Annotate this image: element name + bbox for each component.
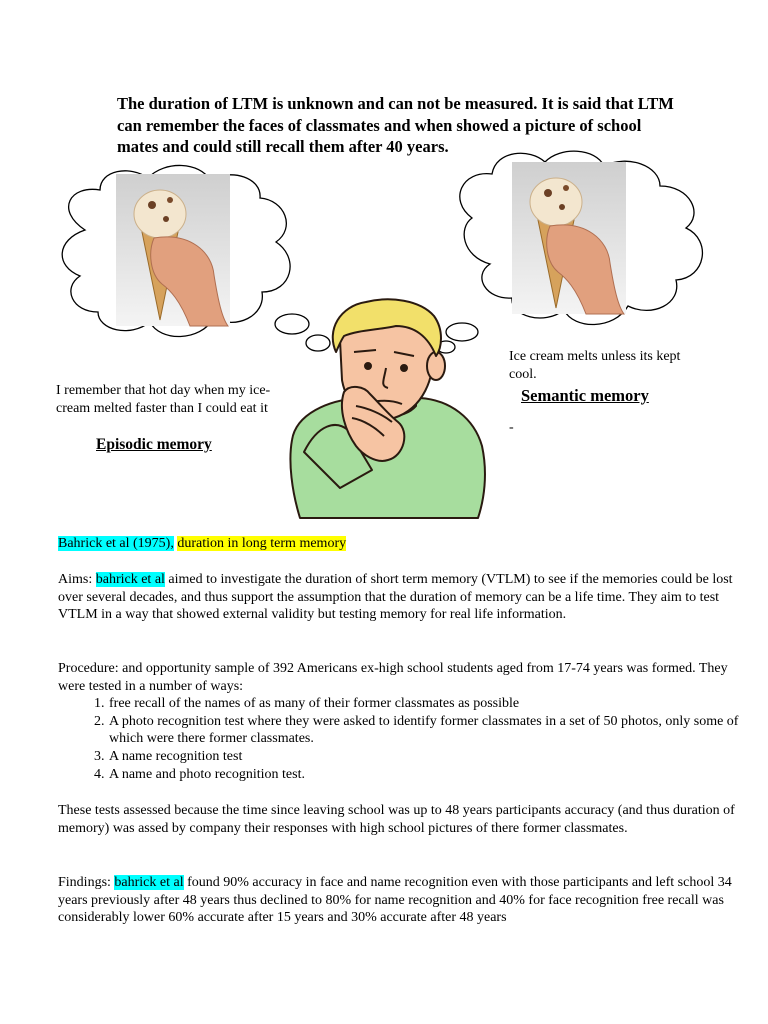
aims-paragraph xyxy=(58,571,748,624)
procedure-steps-list xyxy=(58,695,748,783)
ice-cream-photo-right xyxy=(512,162,626,314)
procedure-step: 1. free recall of the names of as many of their former classmates as possible xyxy=(108,695,748,713)
semantic-caption: Ice cream melts unless its kept cool. xyxy=(509,349,681,382)
procedure-step: 3. A name recognition test xyxy=(108,748,748,766)
procedure-paragraph xyxy=(58,660,748,783)
dash-mark: - xyxy=(509,420,514,435)
tests-paragraph: These tests assessed because the time since leaving school was up to 48 years participants accuracy (and thus duration of memory) was assed by company their responses with high school pictures of there former classmates. xyxy=(58,803,735,836)
procedure-step: 4. A name and photo recognition test. xyxy=(108,766,748,784)
aims-text: aimed to investigate the duration of short term memory (VTLM) to see if the memories could be lost over several decades, and thus support the assumption that the duration of memory can be a life time. They aim to test VTLM in a way that showed external validity but testing memory for real life information. xyxy=(58,572,733,623)
episodic-caption: I remember that hot day when my ice-cream melted faster than I could eat it xyxy=(56,383,271,416)
study-title xyxy=(58,535,748,553)
episodic-memory-title: Episodic memory xyxy=(96,436,212,453)
procedure-intro: Procedure: and opportunity sample of 392 Americans ex-high school students aged from 17-74 years was formed. They were tested in a number of ways: xyxy=(58,661,728,694)
study-title-topic: duration in long term memory xyxy=(177,536,347,551)
aims-highlight: bahrick et al xyxy=(95,572,165,587)
findings-text: found 90% accuracy in face and name recognition even with those participants and left school 34 years previously after 48 years thus declined to 80% for name recognition and 40% for face recognition free recall was considerably lower 60% accurate after 15 years and 30% accurate after 48 years xyxy=(58,875,732,926)
intro-paragraph: The duration of LTM is unknown and can not be measured. It is said that LTM can remember the faces of classmates and when showed a picture of school mates and could still recall them after 40 years. xyxy=(117,94,674,156)
aims-label: Aims: xyxy=(58,572,93,587)
findings-highlight: bahrick et al xyxy=(114,875,184,890)
semantic-memory-title: Semantic memory xyxy=(521,386,649,405)
study-title-author: Bahrick et al (1975), xyxy=(58,536,174,551)
ice-cream-photo-left xyxy=(116,174,230,326)
procedure-step: 2. A photo recognition test where they were asked to identify former classmates in a set of 50 photos, only some of which were there former classmates. xyxy=(108,713,748,748)
findings-paragraph xyxy=(58,874,748,927)
findings-label: Findings: xyxy=(58,875,111,890)
